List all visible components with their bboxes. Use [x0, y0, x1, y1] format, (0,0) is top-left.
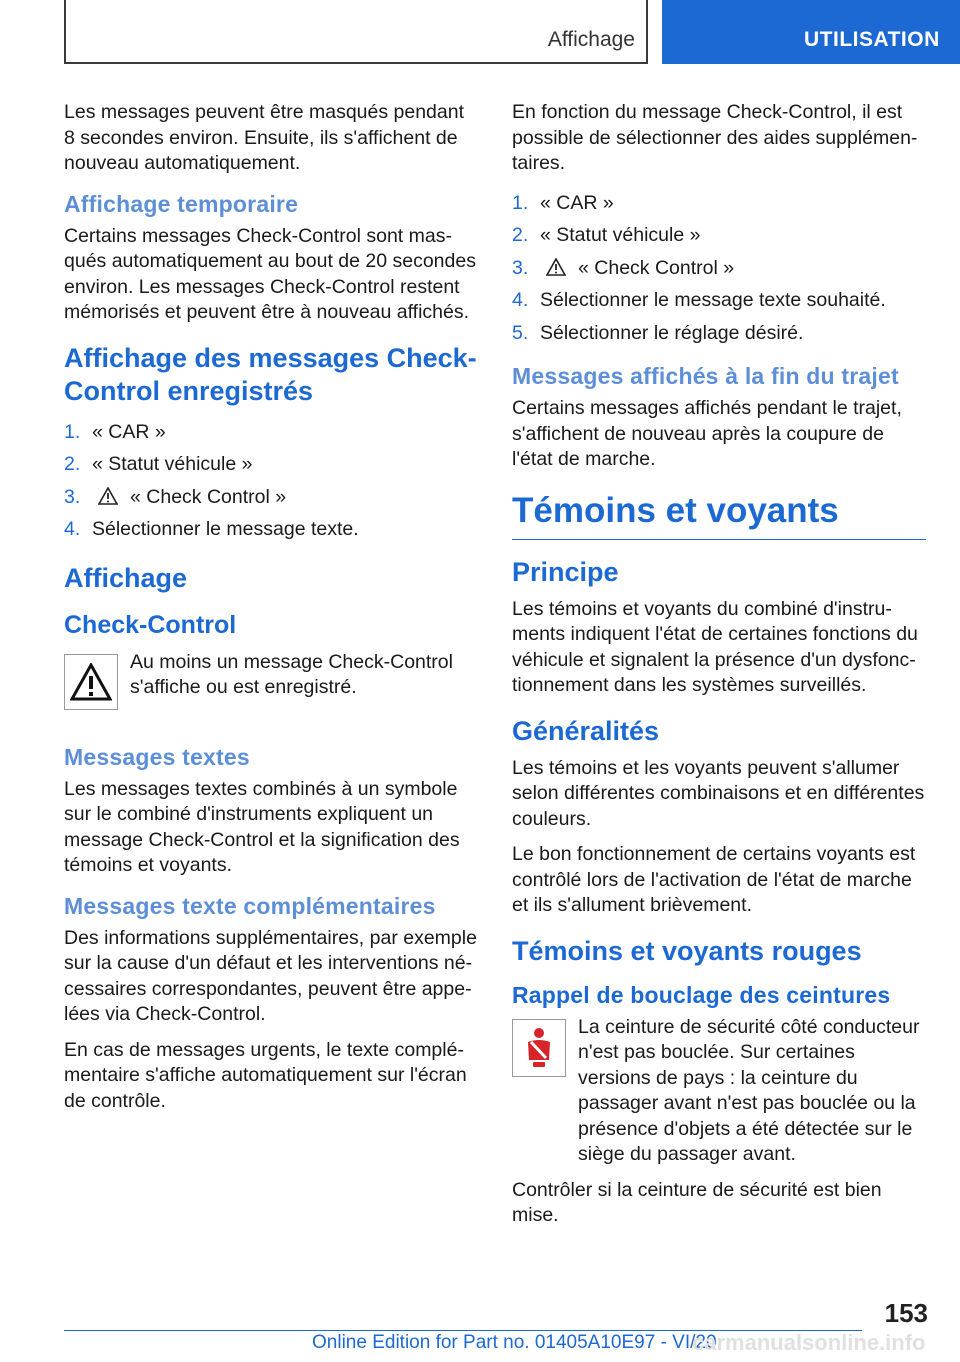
right-intro: En fonction du message Check-Control, il est possible de sélectionner des aides supplémentaires.: [512, 101, 918, 174]
list-item: 4. Sélectionner le message texte.: [64, 518, 359, 540]
seatbelt-paragraph: La ceinture de sécurité côté conducteur n'est pas bouclée. Sur certaines versions de pays : la ceinture du passager avant n'est pas bouclée ou la présence d'objets a été détectée sur le siège du passager avant.: [578, 1015, 920, 1165]
heading-check-control: Check-Control: [64, 610, 237, 639]
check-control-text: Au moins un message Check-Control s'affiche ou est enregistré.: [130, 650, 453, 698]
list-item: 3. « Check Control »: [512, 256, 735, 279]
heading-saved-messages: Affichage des messages Check-Control enregistrés: [64, 342, 477, 406]
list-item: 1. « CAR »: [64, 420, 166, 443]
heading-messages-textes: Messages textes: [64, 743, 250, 770]
temp-paragraph: Certains messages Check-Control sont masqués automatiquement au bout de 20 secondes environ. Les messages Check-Control restent mémorisés et peuvent être à nouveau affichés.: [64, 224, 476, 323]
heading-affichage-temporaire: Affichage temporaire: [64, 190, 299, 217]
right-column: [512, 100, 926, 1239]
heading-red-lights: Témoins et voyants rouges: [512, 935, 862, 966]
list-item: 1. « CAR »: [512, 191, 614, 214]
list-item: 5. Sélectionner le réglage désiré.: [512, 321, 804, 344]
warning-triangle-icon: [70, 663, 112, 701]
heading-end-trip-messages: Messages affichés à la fin du trajet: [512, 363, 899, 389]
warning-triangle-icon: [546, 258, 566, 276]
complementary-paragraph-2: En cas de messages urgents, le texte complémentaire s'affiche automatiquement sur l'écran de contrôle.: [64, 1038, 467, 1112]
complementary-paragraph-1: Des informations supplémentaires, par exemple sur la cause d'un défaut et les interventions nécessaires correspondantes, peuvent être appelées via Check-Control.: [64, 926, 477, 1025]
aid-steps-list: [512, 187, 926, 350]
end-trip-paragraph: Certains messages affichés pendant le trajet, s'affichent de nouveau après la coupure de l'état de marche.: [512, 397, 902, 470]
seatbelt-symbol: [512, 1019, 566, 1077]
page-number: 153: [884, 1298, 928, 1328]
heading-seatbelt-reminder: Rappel de bouclage des ceintures: [512, 981, 891, 1008]
heading-complementary-messages: Messages texte complémentaires: [64, 892, 436, 919]
heading-generalites: Généralités: [512, 715, 660, 746]
list-item: 3. « Check Control »: [64, 485, 287, 508]
header-chapter-tab: UTILISATION: [662, 0, 960, 64]
heading-affichage: Affichage: [64, 562, 188, 593]
generalites-paragraph-1: Les témoins et les voyants peuvent s'allumer selon différentes combinaisons et en différentes couleurs.: [512, 756, 925, 830]
heading-principe: Principe: [512, 556, 619, 587]
seatbelt-icon: [519, 1026, 559, 1070]
principe-paragraph: Les témoins et voyants du combiné d'instruments indiquent l'état de certaines fonctions du véhicule et signalent la présence d'un dysfonctionnement dans les systèmes surveillés.: [512, 597, 918, 696]
left-intro: Les messages peuvent être masqués pendant 8 secondes environ. Ensuite, ils s'affichent de nouveau automatiquement.: [64, 101, 465, 174]
left-column: [64, 100, 478, 1124]
list-item: 2. « Statut véhicule »: [64, 453, 253, 475]
check-control-symbol: [64, 654, 118, 710]
warning-triangle-icon: [98, 487, 118, 505]
list-item: 4. Sélectionner le message texte souhaité.: [512, 289, 886, 311]
heading-temoins-voyants: Témoins et voyants: [512, 491, 926, 540]
list-item: 2. « Statut véhicule »: [512, 224, 701, 246]
messages-textes-paragraph: Les messages textes combinés à un symbole sur le combiné d'instruments expliquent un message Check-Control et la signification des témoins et voyants.: [64, 777, 460, 876]
seatbelt-check-paragraph: Contrôler si la ceinture de sécurité est bien mise.: [512, 1178, 882, 1226]
saved-steps-list: [64, 416, 478, 546]
header-section-title: Affichage: [547, 28, 635, 51]
watermark: carmanualsonline.info: [692, 1330, 926, 1355]
generalites-paragraph-2: Le bon fonctionnement de certains voyants est contrôlé lors de l'activation de l'état de marche et ils s'allument brièvement.: [512, 843, 916, 916]
footer-edition: Online Edition for Part no. 01405A10E97 - VI/20: [312, 1332, 717, 1353]
